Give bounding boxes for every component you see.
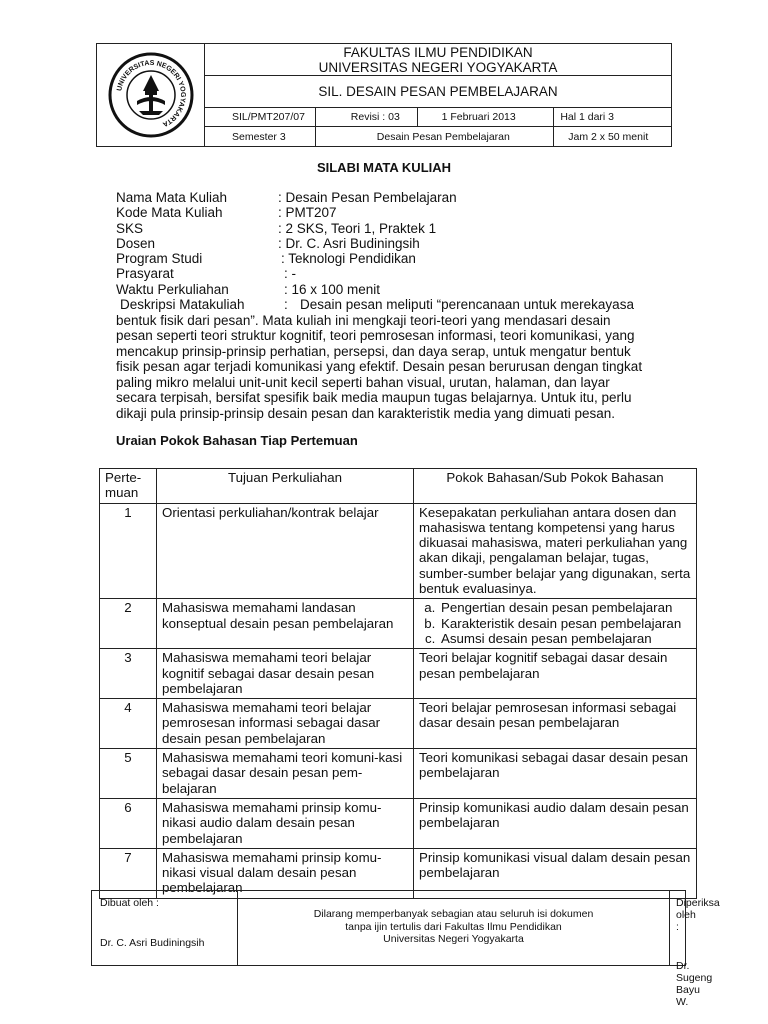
notice-line: Dilarang memperbanyak sebagian atau seluruh isi dokumen [313, 908, 594, 920]
info-label: SKS [116, 220, 144, 236]
info-value: : Teknologi Pendidikan [281, 251, 416, 267]
document-title: SIL. DESAIN PESAN PEMBELAJARAN [205, 76, 671, 108]
description-line: pesan seperti teori struktur kognitif, teori pemrosesan informasi, teori komunikasi, yang [116, 328, 635, 343]
university-seal-icon [107, 51, 195, 139]
footer-author [92, 891, 238, 965]
table-row [100, 749, 697, 799]
description-line: fisik pesan agar terjadi komunikasi yang efektif. Desain pesan berurusan dengan tingkat [116, 359, 643, 374]
info-label: Waktu Perkuliahan [116, 281, 229, 297]
course-hours: Jam 2 x 50 menit [568, 130, 649, 143]
info-value: : 16 x 100 menit [284, 281, 381, 297]
semester: Semester 3 [205, 127, 316, 146]
description-line: bentuk fisik dari pesan”. Mata kuliah ini mengkaji teori-teori yang mendasari desain [116, 312, 611, 328]
topic-list-item: b. Karakteristik desain pesan pembelajaran [439, 616, 691, 631]
info-label: Dosen [116, 235, 156, 251]
faculty-name: FAKULTAS ILMU PENDIDIKAN [343, 45, 533, 60]
footer-notice [238, 891, 670, 965]
section-heading: Uraian Pokok Bahasan Tiap Pertemuan [116, 433, 358, 448]
course-description [116, 297, 676, 421]
meeting-number: 7 [100, 848, 157, 898]
university-logo [97, 44, 205, 146]
meeting-number: 4 [100, 699, 157, 749]
checked-by-label: Diperiksa oleh : [676, 897, 720, 933]
description-line: mencakup prinsip-prinsip perhatian, persepsi, dan daya serap, untuk mengatur bentuk [116, 343, 631, 359]
header-goal: Tujuan Perkuliahan [157, 469, 414, 504]
description-first-line: Desain pesan meliputi “perencanaan untuk merekayasa [300, 297, 634, 312]
svg-text:UNIVERSITAS NEGERI YOGYAKARTA: UNIVERSITAS NEGERI YOGYAKARTA [115, 59, 186, 128]
page-number: Hal 1 dari 3 [560, 111, 615, 123]
meeting-goal: Mahasiswa memahami teori komuni-kasi sebagai dasar desain pesan pem-belajaran [157, 749, 414, 799]
header-topic: Pokok Bahasan/Sub Pokok Bahasan [414, 469, 697, 504]
meeting-topic: Kesepakatan perkuliahan antara dosen dan mahasiswa tentang kompetensi yang harus dikuasai mahasiswa, materi perkuliahan yang akan dikaji, pengalaman belajar, tugas, sumber-sumber belajar yang digunakan, serta bentuk evaluasinya. [414, 503, 697, 599]
course-name: Desain Pesan Pembelajaran [316, 127, 555, 146]
meeting-topic: Prinsip komunikasi visual dalam desain pesan pembelajaran [414, 848, 697, 898]
meeting-number: 5 [100, 749, 157, 799]
table-row [100, 699, 697, 749]
checked-by-name: Dr. Sugeng Bayu W. [676, 960, 713, 1008]
document-footer [91, 890, 720, 1008]
info-label: Kode Mata Kuliah [116, 205, 223, 221]
table-row [100, 649, 697, 699]
meeting-goal: Orientasi perkuliahan/kontrak belajar [157, 503, 414, 599]
description-line: paling mikro melalui unit-unit kecil seperti bahan visual, urutan, halaman, dan layar [116, 374, 610, 390]
description-colon: : [284, 297, 288, 312]
made-by-label: Dibuat oleh : [100, 897, 159, 909]
meeting-goal: Mahasiswa memahami teori belajar kognitif sebagai dasar desain pesan pembelajaran [157, 649, 414, 699]
info-value: : Dr. C. Asri Budiningsih [278, 235, 420, 251]
description-line: secara terpisah, bersifat spesifik baik media maupun tugas belajarnya. Untuk itu, perlu [116, 390, 632, 405]
university-name: UNIVERSITAS NEGERI YOGYAKARTA [318, 60, 558, 75]
meeting-topic: Teori belajar pemrosesan informasi sebagai dasar desain pesan pembelajaran [414, 699, 697, 749]
info-label: Prasyarat [116, 266, 174, 282]
meeting-topic: Prinsip komunikasi audio dalam desain pesan pembelajaran [414, 798, 697, 848]
meeting-goal: Mahasiswa memahami teori belajar pemrosesan informasi sebagai dasar desain pesan pembelajaran [157, 699, 414, 749]
notice-line: Universitas Negeri Yogyakarta [383, 933, 524, 945]
table-row [100, 599, 697, 649]
made-by-name: Dr. C. Asri Budiningsih [100, 937, 205, 949]
document-code: SIL/PMT207/07 [205, 108, 316, 126]
meeting-number: 2 [100, 599, 157, 649]
table-header-row [100, 469, 697, 504]
notice-line: tanpa ijin tertulis dari Fakultas Ilmu Pendidikan [345, 920, 562, 933]
topic-list-item: a. Pengertian desain pesan pembelajaran [439, 600, 691, 615]
info-label: Program Studi [116, 251, 203, 267]
topic-list-item: c. Asumsi desain pesan pembelajaran [439, 631, 691, 646]
info-label: Nama Mata Kuliah [116, 190, 228, 205]
table-row [100, 503, 697, 599]
revision: Revisi : 03 [316, 108, 418, 126]
info-value: : PMT207 [278, 205, 337, 221]
info-value: : 2 SKS, Teori 1, Praktek 1 [278, 220, 437, 236]
table-row [100, 798, 697, 848]
footer-reviewer [670, 891, 720, 1008]
info-value: : - [284, 266, 296, 282]
topic-list [419, 600, 691, 646]
meeting-topic: Teori belajar kognitif sebagai dasar desain pesan pembelajaran [414, 649, 697, 699]
meeting-topic: Teori komunikasi sebagai dasar desain pesan pembelajaran [414, 749, 697, 799]
page-title: SILABI MATA KULIAH [316, 160, 452, 175]
meeting-table [99, 468, 697, 899]
description-line: dikaji pula prinsip-prinsip desain pesan dan karakteristik media yang dimuati pesan. [116, 405, 616, 421]
meeting-goal: Mahasiswa memahami landasan konseptual desain pesan pembelajaran [157, 599, 414, 649]
meeting-goal: Mahasiswa memahami prinsip komu-nikasi visual dalam desain pesan pembelajaran [157, 848, 414, 898]
document-header [96, 43, 672, 147]
description-label: Deskripsi Matakuliah [120, 297, 245, 312]
header-institution [205, 44, 671, 76]
meeting-number: 1 [100, 503, 157, 599]
header-meeting: Perte- muan [100, 469, 157, 504]
info-value: : Desain Pesan Pembelajaran [278, 190, 457, 205]
meeting-number: 3 [100, 649, 157, 699]
meeting-topic [414, 599, 697, 649]
meeting-goal: Mahasiswa memahami prinsip komu-nikasi audio dalam desain pesan pembelajaran [157, 798, 414, 848]
document-date: 1 Februari 2013 [418, 108, 555, 126]
meeting-number: 6 [100, 798, 157, 848]
